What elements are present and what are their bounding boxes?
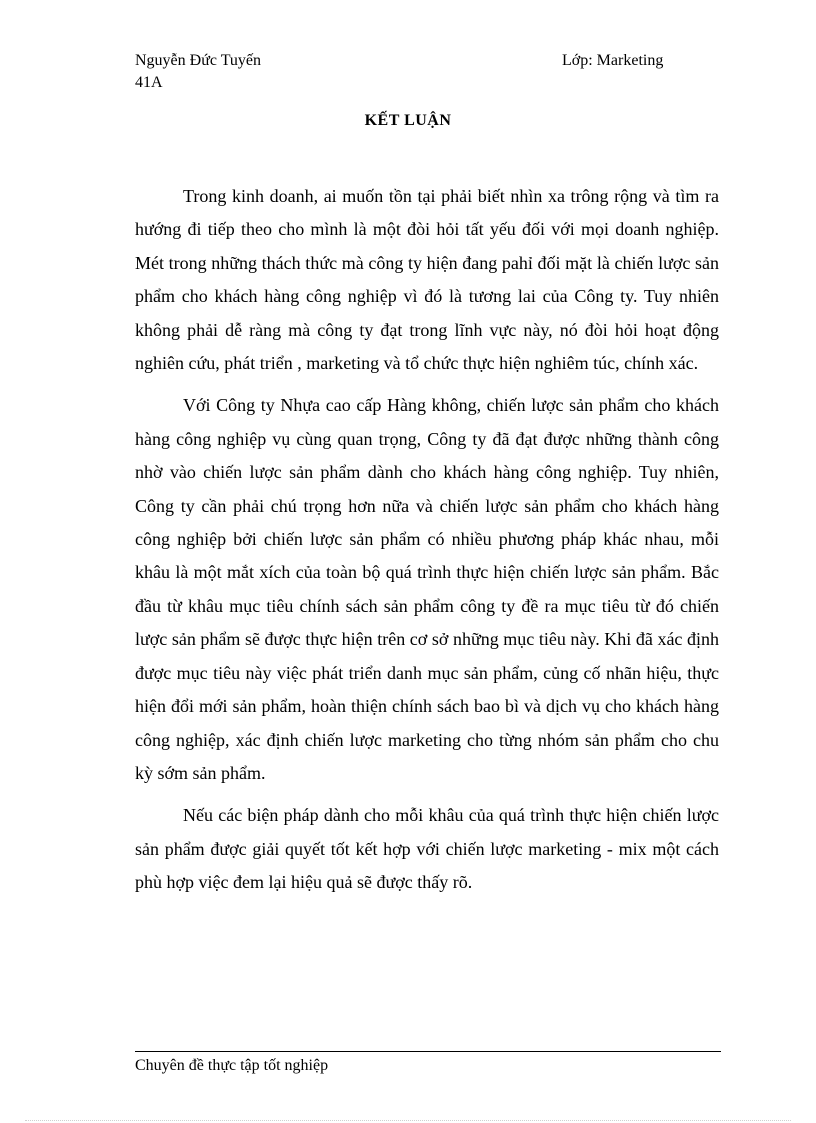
paragraph-3: Nếu các biện pháp dành cho mỗi khâu của quá trình thực hiện chiến lược sản phẩm được giải quyết tốt kết hợp với chiến lược marketing - mix một cách phù hợp việc đem lại hiệu quả sẽ được thấy rõ. bbox=[135, 805, 719, 893]
paragraph-1: Trong kinh doanh, ai muốn tồn tại phải biết nhìn xa trông rộng và tìm ra hướng đi tiếp theo cho mình là một đòi hỏi tất yếu đối với mọi doanh nghiệp. Mét trong những thách thức mà công ty hiện đang pahỉ đối mặt là chiến lược sản phẩm cho khách hàng công nghiệp vì đó là tương lai của Công ty. Tuy nhiên không phải dễ ràng mà công ty đạt trong lĩnh vực này, nó đòi hỏi hoạt động nghiên cứu, phát triển , marketing và tổ chức thực hiện nghiêm túc, chính xác. bbox=[135, 186, 719, 374]
page-title: KẾT LUẬN bbox=[364, 112, 452, 129]
body-text bbox=[135, 180, 719, 909]
footer-divider bbox=[135, 1051, 721, 1052]
paragraph-2: Với Công ty Nhựa cao cấp Hàng không, chiến lược sản phẩm cho khách hàng công nghiệp vụ cùng quan trọng, Công ty đã đạt được những thành công nhờ vào chiến lược sản phẩm dành cho khách hàng công nghiệp. Tuy nhiên, Công ty cần phải chú trọng hơn nữa và chiến lược sản phẩm cho khách hàng công nghiệp bởi chiến lược sản phẩm có nhiều phương pháp khác nhau, mỗi khâu là một mắt xích của toàn bộ quá trình thực hiện chiến lược sản phẩm. Bắc đầu từ khâu mục tiêu chính sách sản phẩm công ty đề ra mục tiêu từ đó chiến lược sản phẩm sẽ được thực hiện trên cơ sở những mục tiêu này. Khi đã xác định được mục tiêu này việc phát triển danh mục sản phẩm, củng cố nhãn hiệu, thực hiện đổi mới sản phẩm, hoàn thiện chính sách bao bì và dịch vụ cho khách hàng công nghiệp, xác định chiến lược marketing cho từng nhóm sản phẩm cho chu kỳ sớm sản phẩm. bbox=[135, 395, 719, 783]
header-author-cont: 41A bbox=[135, 74, 163, 91]
footer-text: Chuyên đề thực tập tốt nghiệp bbox=[135, 1057, 329, 1074]
header-author-block bbox=[135, 50, 261, 94]
header-class: Lớp: Marketing bbox=[562, 52, 664, 69]
header-author: Nguyễn Đức Tuyến bbox=[135, 52, 262, 69]
page-edge bbox=[25, 1120, 791, 1121]
